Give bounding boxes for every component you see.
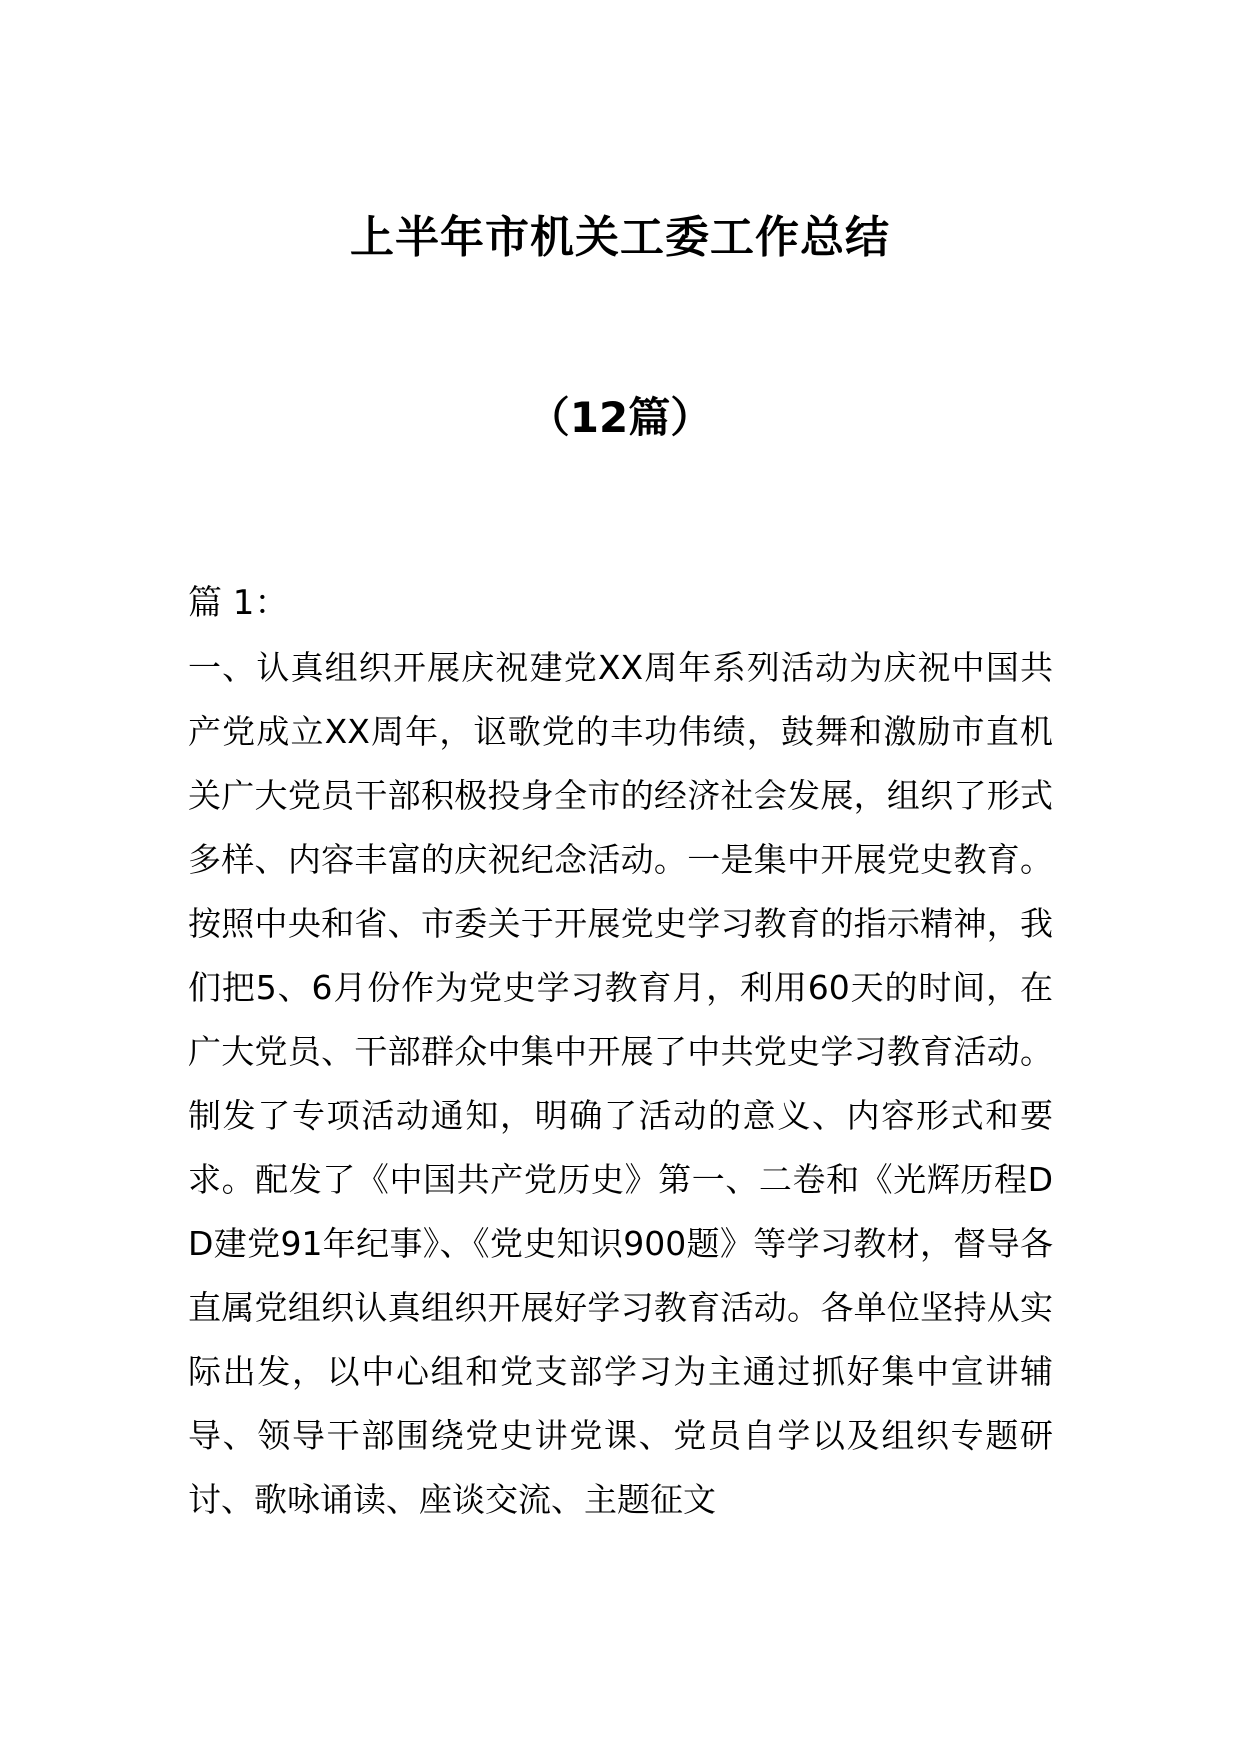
section-label: 篇 1： [188,583,289,623]
body-paragraph: 一、认真组织开展庆祝建党XX周年系列活动为庆祝中国共产党成立XX周年，讴歌党的丰功伟绩，鼓舞和激励市直机关广大党员干部积极投身全市的经济社会发展，组织了形式多样、内容丰富的庆祝纪念活动。一是集中开展党史教育。按照中央和省、市委关于开展党史学习教育的指示精神，我们把5、6月份作为党史学习教育月，利用60天的时间，在广大党员、干部群众中集中开展了中共党史学习教育活动。制发了专项活动通知，明确了活动的意义、内容形式和要求。配发了《中国共产党历史》第一、二卷和《光辉历程DD建党91年纪事》、《党史知识900题》等学习教材，督导各直属党组织认真组织开展好学习教育活动。各单位坚持从实际出发，以中心组和党支部学习为主通过抓好集中宣讲辅导、领导干部围绕党史讲党课、党员自学以及组织专题研讨、歌咏诵读、座谈交流、主题征文 [188,648,1053,1519]
document-title: 上半年市机关工委工作总结 [350,212,890,263]
document-subtitle: （12篇） [527,393,713,442]
